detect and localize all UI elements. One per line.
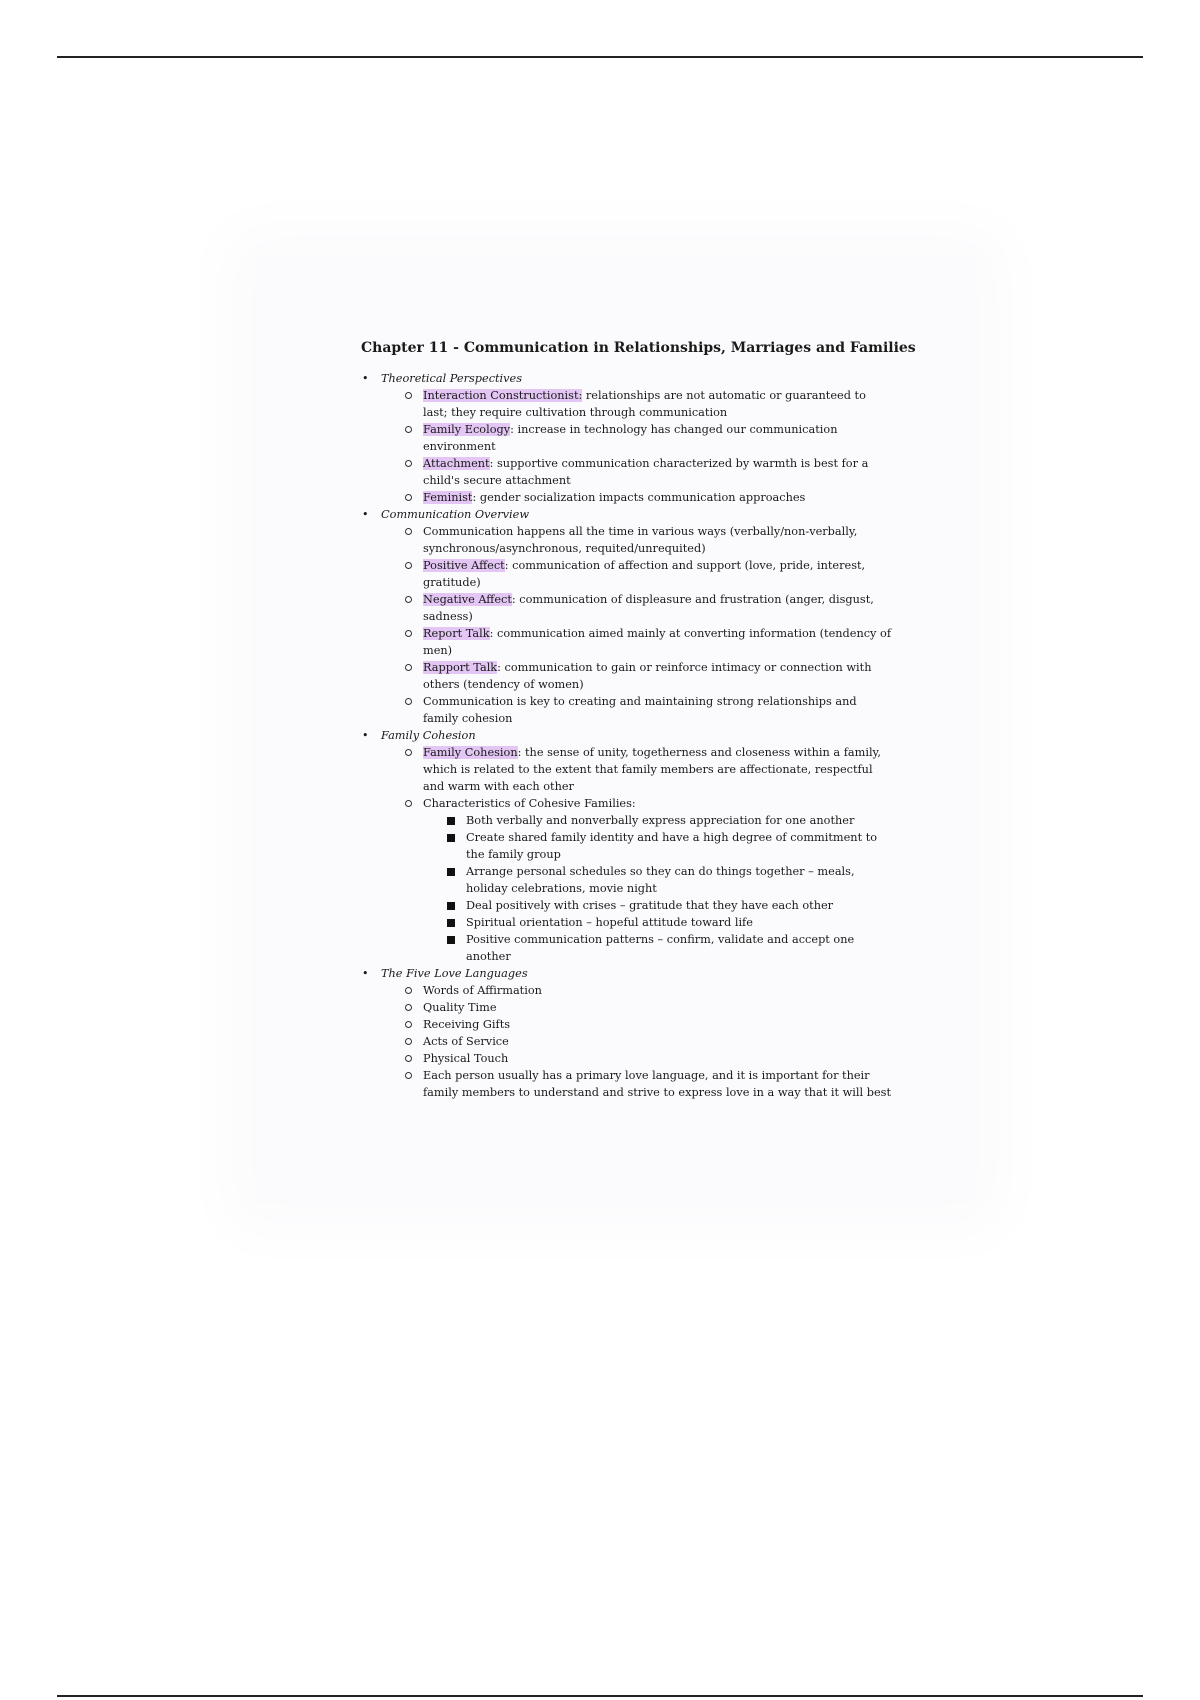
item-text: : communication of affection and support (love, pride, interest, gratitude) — [423, 559, 866, 589]
item-text: Acts of Service — [423, 1035, 509, 1048]
list-item — [403, 744, 893, 795]
bullet-circle — [405, 426, 412, 433]
bullet-square — [447, 868, 455, 876]
list-item — [403, 1067, 893, 1101]
bullet-disc: • — [362, 729, 369, 742]
item-text: relationships are not automatic or guaranteed to last; they require cultivation through communication — [423, 389, 866, 419]
item-text: : communication aimed mainly at converting information (tendency of men) — [423, 627, 892, 657]
term-highlight: Interaction Constructionist: — [423, 389, 583, 402]
list-item — [403, 557, 893, 591]
sub-list-item — [445, 863, 886, 897]
term-highlight: Positive Affect — [423, 559, 505, 572]
sub-item-text: Spiritual orientation – hopeful attitude toward life — [466, 916, 753, 929]
item-text: Words of Affirmation — [423, 984, 542, 997]
bullet-circle — [405, 596, 412, 603]
sub-item-text: Both verbally and nonverbally express appreciation for one another — [466, 814, 855, 827]
bullet-circle — [405, 698, 412, 705]
item-text: : supportive communication characterized by warmth is best for a child's secure attachment — [423, 457, 869, 487]
term-highlight: Family Cohesion — [423, 746, 518, 759]
list-item — [403, 659, 893, 693]
sub-list-item — [445, 914, 886, 931]
bullet-square — [447, 902, 455, 910]
list-item — [403, 523, 893, 557]
item-text: : the sense of unity, togetherness and closeness within a family, which is related to the extent that family members are affectionate, respectful and warm with each other — [423, 746, 882, 793]
bullet-circle — [405, 528, 412, 535]
bullet-circle — [405, 1004, 412, 1011]
bullet-disc: • — [362, 372, 369, 385]
section — [361, 965, 921, 1101]
bullet-circle — [405, 1021, 412, 1028]
bullet-disc: • — [362, 508, 369, 521]
list-item — [403, 1050, 893, 1067]
term-highlight: Attachment — [423, 457, 490, 470]
item-text: Communication is key to creating and maintaining strong relationships and family cohesion — [423, 695, 857, 725]
term-highlight: Rapport Talk — [423, 661, 498, 674]
item-text: Each person usually has a primary love language, and it is important for their family members to understand and strive to express love in a way that it will best — [423, 1069, 891, 1099]
sub-list-item — [445, 812, 886, 829]
list-item — [403, 693, 893, 727]
bullet-circle — [405, 664, 412, 671]
sub-item-text: Positive communication patterns – confirm, validate and accept one another — [466, 933, 855, 963]
document-title: Chapter 11 - Communication in Relationships, Marriages and Families — [361, 340, 916, 356]
bullet-circle — [405, 1038, 412, 1045]
bullet-circle — [405, 460, 412, 467]
bullet-circle — [405, 392, 412, 399]
item-text: Receiving Gifts — [423, 1018, 511, 1031]
list-item — [403, 982, 893, 999]
section — [361, 727, 921, 965]
bullet-square — [447, 817, 455, 825]
item-text: : increase in technology has changed our communication environment — [423, 423, 838, 453]
section-heading: Theoretical Perspectives — [381, 372, 523, 385]
list-item — [403, 795, 921, 965]
item-text: Characteristics of Cohesive Families: — [423, 797, 636, 810]
list-item — [403, 1016, 893, 1033]
top-rule — [57, 56, 1143, 58]
list-item — [403, 455, 893, 489]
term-highlight: Feminist — [423, 491, 473, 504]
bullet-disc: • — [362, 967, 369, 980]
document-content — [361, 340, 921, 1101]
sub-list-item — [445, 931, 886, 965]
item-text: Physical Touch — [423, 1052, 509, 1065]
section — [361, 370, 921, 506]
bullet-square — [447, 936, 455, 944]
item-text: : communication to gain or reinforce intimacy or connection with others (tendency of women) — [423, 661, 872, 691]
sub-item-text: Create shared family identity and have a high degree of commitment to the family group — [466, 831, 878, 861]
bullet-circle — [405, 494, 412, 501]
section-heading: The Five Love Languages — [381, 967, 528, 980]
item-text: : gender socialization impacts communication approaches — [472, 491, 806, 504]
list-item — [403, 591, 893, 625]
list-item — [403, 387, 893, 421]
term-highlight: Negative Affect — [423, 593, 512, 606]
list-item — [403, 421, 893, 455]
bottom-rule — [57, 1695, 1143, 1697]
section-heading: Communication Overview — [381, 508, 529, 521]
sub-list-item — [445, 897, 886, 914]
list-item — [403, 1033, 893, 1050]
item-text: Communication happens all the time in various ways (verbally/non-verbally, synchronous/asynchronous, requited/unrequited) — [423, 525, 858, 555]
bullet-circle — [405, 630, 412, 637]
bullet-circle — [405, 987, 412, 994]
bullet-circle — [405, 562, 412, 569]
bullet-circle — [405, 800, 412, 807]
item-text: : communication of displeasure and frustration (anger, disgust, sadness) — [423, 593, 874, 623]
bullet-square — [447, 834, 455, 842]
bullet-circle — [405, 1072, 412, 1079]
sub-item-text: Deal positively with crises – gratitude that they have each other — [466, 899, 834, 912]
list-item — [403, 999, 893, 1016]
sub-list-item — [445, 829, 886, 863]
section-heading: Family Cohesion — [381, 729, 476, 742]
section — [361, 506, 921, 727]
item-text: Quality Time — [423, 1001, 497, 1014]
bullet-circle — [405, 1055, 412, 1062]
term-highlight: Report Talk — [423, 627, 490, 640]
bullet-circle — [405, 749, 412, 756]
term-highlight: Family Ecology — [423, 423, 511, 436]
bullet-square — [447, 919, 455, 927]
sub-item-text: Arrange personal schedules so they can do things together – meals, holiday celebrations, movie night — [466, 865, 855, 895]
outline-list — [361, 370, 921, 1101]
list-item — [403, 625, 893, 659]
list-item — [403, 489, 893, 506]
